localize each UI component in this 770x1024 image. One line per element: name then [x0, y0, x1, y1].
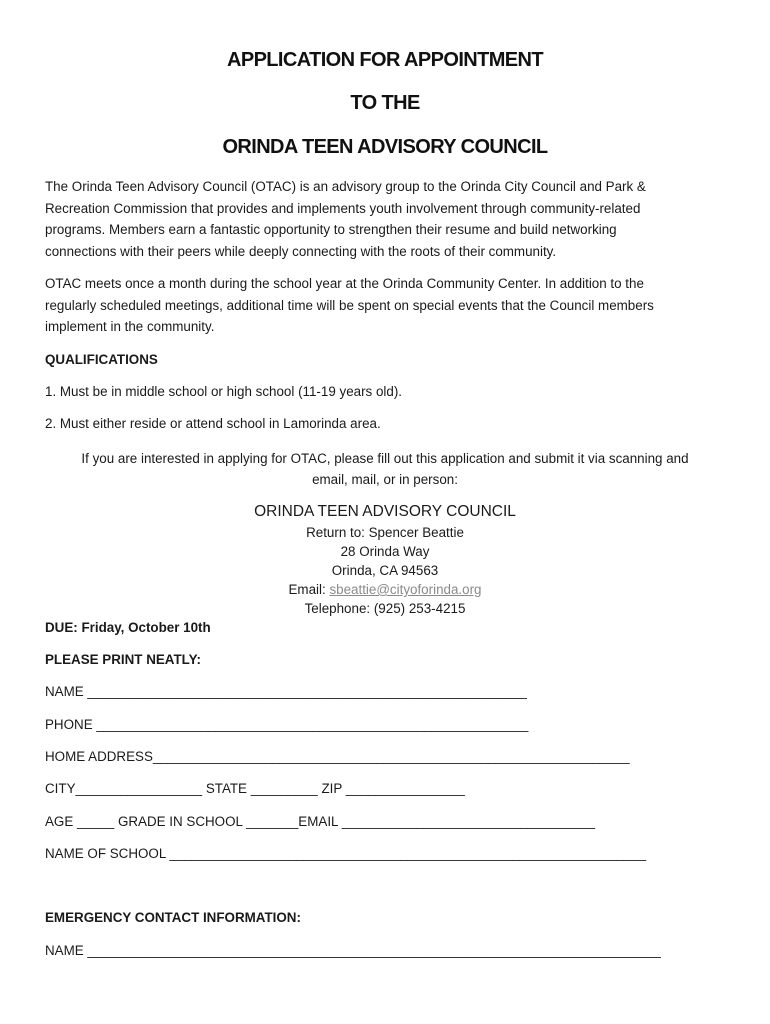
age-grade-email-fields[interactable]: AGE _____ GRADE IN SCHOOL _______EMAIL __________________________________: [45, 814, 595, 829]
phone-field[interactable]: PHONE __________________________________________________________: [45, 717, 529, 732]
intro-p1-line-3: programs. Members earn a fantastic opportunity to strengthen their resume and build networking: [45, 222, 617, 238]
intro-paragraph-1: [45, 176, 735, 263]
address-email-line: [0, 582, 770, 597]
home-address-field[interactable]: HOME ADDRESS________________________________________________________________: [45, 749, 630, 764]
print-neatly-label: PLEASE PRINT NEATLY:: [45, 652, 201, 667]
intro-p2-line-3: implement in the community.: [45, 319, 215, 335]
intro-paragraph-2: [45, 273, 735, 338]
qualifications-heading: QUALIFICATIONS: [45, 352, 158, 367]
name-field[interactable]: NAME ___________________________________________________________: [45, 684, 527, 699]
email-label: Email:: [288, 582, 330, 597]
title-line-3: ORINDA TEEN ADVISORY COUNCIL: [222, 136, 548, 158]
address-street: 28 Orinda Way: [340, 544, 430, 559]
city-state-zip-fields[interactable]: CITY_________________ STATE _________ ZIP ________________: [45, 781, 465, 796]
address-org-name: ORINDA TEEN ADVISORY COUNCIL: [254, 503, 516, 520]
intro-p2-line-1: OTAC meets once a month during the school year at the Orinda Community Center. In addition to the: [45, 276, 644, 291]
title-line-2: TO THE: [350, 92, 420, 114]
intro-p1-line-4: connections with their peers while deeply connecting with the roots of their community.: [45, 244, 557, 260]
qualification-item-2: 2. Must either reside or attend school in Lamorinda area.: [45, 416, 381, 431]
emergency-contact-heading: EMERGENCY CONTACT INFORMATION:: [45, 910, 301, 925]
intro-p1-line-1: The Orinda Teen Advisory Council (OTAC) is an advisory group to the Orinda City Council and Park &: [45, 179, 646, 194]
title-line-1: APPLICATION FOR APPOINTMENT: [226, 49, 544, 71]
address-phone: Telephone: (925) 253-4215: [304, 601, 466, 616]
address-city: Orinda, CA 94563: [331, 563, 439, 578]
intro-p1-line-2: Recreation Commission that provides and implements youth involvement through community-related: [45, 200, 641, 216]
submit-instructions: [45, 448, 725, 490]
submit-line-1: If you are interested in applying for OTAC, please fill out this application and submit it via scanning and: [81, 451, 689, 466]
due-date: DUE: Friday, October 10th: [45, 620, 211, 635]
school-name-field[interactable]: NAME OF SCHOOL ________________________________________________________________: [45, 846, 647, 861]
submit-line-2: email, mail, or in person:: [312, 472, 458, 487]
address-return-to: Return to: Spencer Beattie: [306, 525, 464, 540]
email-link[interactable]: sbeattie@cityoforinda.org: [329, 582, 482, 597]
emergency-name-field[interactable]: NAME _____________________________________________________________________________: [45, 943, 661, 958]
qualification-item-1: 1. Must be in middle school or high school (11-19 years old).: [45, 384, 403, 399]
intro-p2-line-2: regularly scheduled meetings, additional time will be spent on special events that the Council members: [45, 297, 654, 313]
